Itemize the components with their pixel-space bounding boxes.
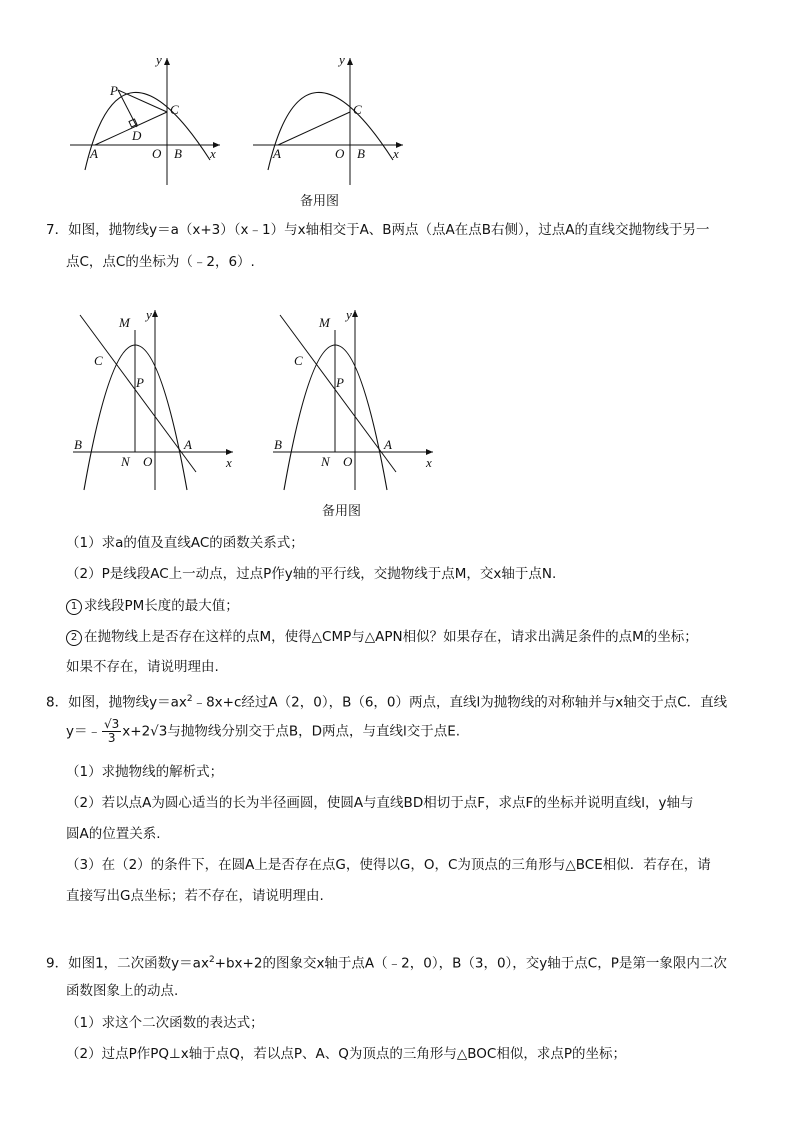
fraction-sqrt3-over-3: $\frac{√3}{3}$ [104,717,120,745]
label-x: x [393,146,399,161]
label-y: y [339,52,345,67]
q9-line2: 函数图象上的动点. [66,983,179,999]
label-x: x [210,146,216,161]
label-B: B [74,437,82,452]
q8-part3: （3）在（2）的条件下，在圆A上是否存在点G，使得以G，O，C为顶点的三角形与△BCE相似．若存在，请 [66,857,711,873]
label-y: y [156,52,162,67]
q7-line2: 点C，点C的坐标为（﹣2，6）. [66,254,255,270]
label-C: C [94,353,103,368]
figure-caption-top: 备用图 [300,194,340,209]
parabola-diagram-2 [243,50,413,190]
q8-part2-cont: 圆A的位置关系. [66,826,161,842]
figure-top-right [243,50,413,190]
label-C: C [170,102,179,117]
q7-part2: （2）P是线段AC上一动点，过点P作y轴的平行线，交抛物线于点M，交x轴于点N. [66,566,557,582]
label-P: P [136,375,144,390]
q7-number: 7． [46,222,69,238]
q7-line1: 7．如图，抛物线y＝a（x+3）（x﹣1）与x轴相交于A、B两点（点A在点B右侧），过点A的直线交抛物线于另一 [46,222,710,238]
q8-number: 8． [46,694,69,711]
label-x: x [426,455,432,470]
q9-line1: 9．如图1，二次函数$y=ax^2+bx+2$的图象交x轴于点A（﹣2，0），B（3，0），交y轴于点C，P是第一象限内二次 [46,955,727,972]
parabola-diagram-1 [60,50,230,190]
q9-part1: （1）求这个二次函数的表达式； [66,1015,264,1031]
label-x: x [226,455,232,470]
q7-sub2-cont: 如果不存在，请说明理由. [66,659,219,675]
label-P: P [336,375,344,390]
label-C: C [353,102,362,117]
q8-line2: y＝﹣ $\frac{√3}{3}$ x+2√3与抛物线分别交于点B，D两点，与直线l交于点E. [66,717,461,745]
label-B: B [174,146,182,161]
label-M: M [319,315,330,330]
figure-caption-q7: 备用图 [322,504,362,519]
label-A: A [90,146,98,161]
figure-top-left [60,50,230,190]
figure-q7-left [68,305,243,495]
label-A: A [384,437,392,452]
label-B: B [357,146,365,161]
q7-part1: （1）求a的值及直线AC的函数关系式； [66,535,304,551]
label-C: C [294,353,303,368]
q7-sub1: 1 求线段PM长度的最大值； [66,596,239,616]
label-O: O [143,454,153,469]
q8-line1: 8．如图，抛物线$y=ax^2﹣8x+c$经过A（2，0），B（6，0）两点，直线l为抛物线的对称轴并与x轴交于点C．直线 [46,694,728,711]
label-B: B [274,437,282,452]
circled-number-1: 1 [66,599,82,615]
q8-part3-cont: 直接写出G点坐标；若不存在，请说明理由. [66,888,324,904]
q9-part2: （2）过点P作PQ⊥x轴于点Q，若以点P、A、Q为顶点的三角形与△BOC相似，求点P的坐标； [66,1046,626,1062]
circled-number-2: 2 [66,630,82,646]
figure-q7-right [268,305,443,495]
label-O: O [335,146,345,161]
label-N: N [121,454,130,469]
q8-part1: （1）求抛物线的解析式； [66,764,224,780]
label-P: P [110,83,118,98]
label-A: A [273,146,281,161]
q7-sub2: 2 在抛物线上是否存在这样的点M，使得△CMP与△APN相似？如果存在，请求出满足条件的点M的坐标； [66,627,698,647]
label-O: O [343,454,353,469]
label-D: D [132,128,142,143]
label-y: y [146,307,152,322]
label-M: M [119,315,130,330]
label-N: N [321,454,330,469]
parabola-line-diagram-2 [268,305,443,495]
label-O: O [152,146,162,161]
parabola-line-diagram-1 [68,305,243,495]
q8-part2: （2）若以点A为圆心适当的长为半径画圆，使圆A与直线BD相切于点F，求点F的坐标并说明直线l，y轴与 [66,795,694,811]
label-A: A [184,437,192,452]
q9-number: 9． [46,955,69,972]
label-y: y [346,307,352,322]
